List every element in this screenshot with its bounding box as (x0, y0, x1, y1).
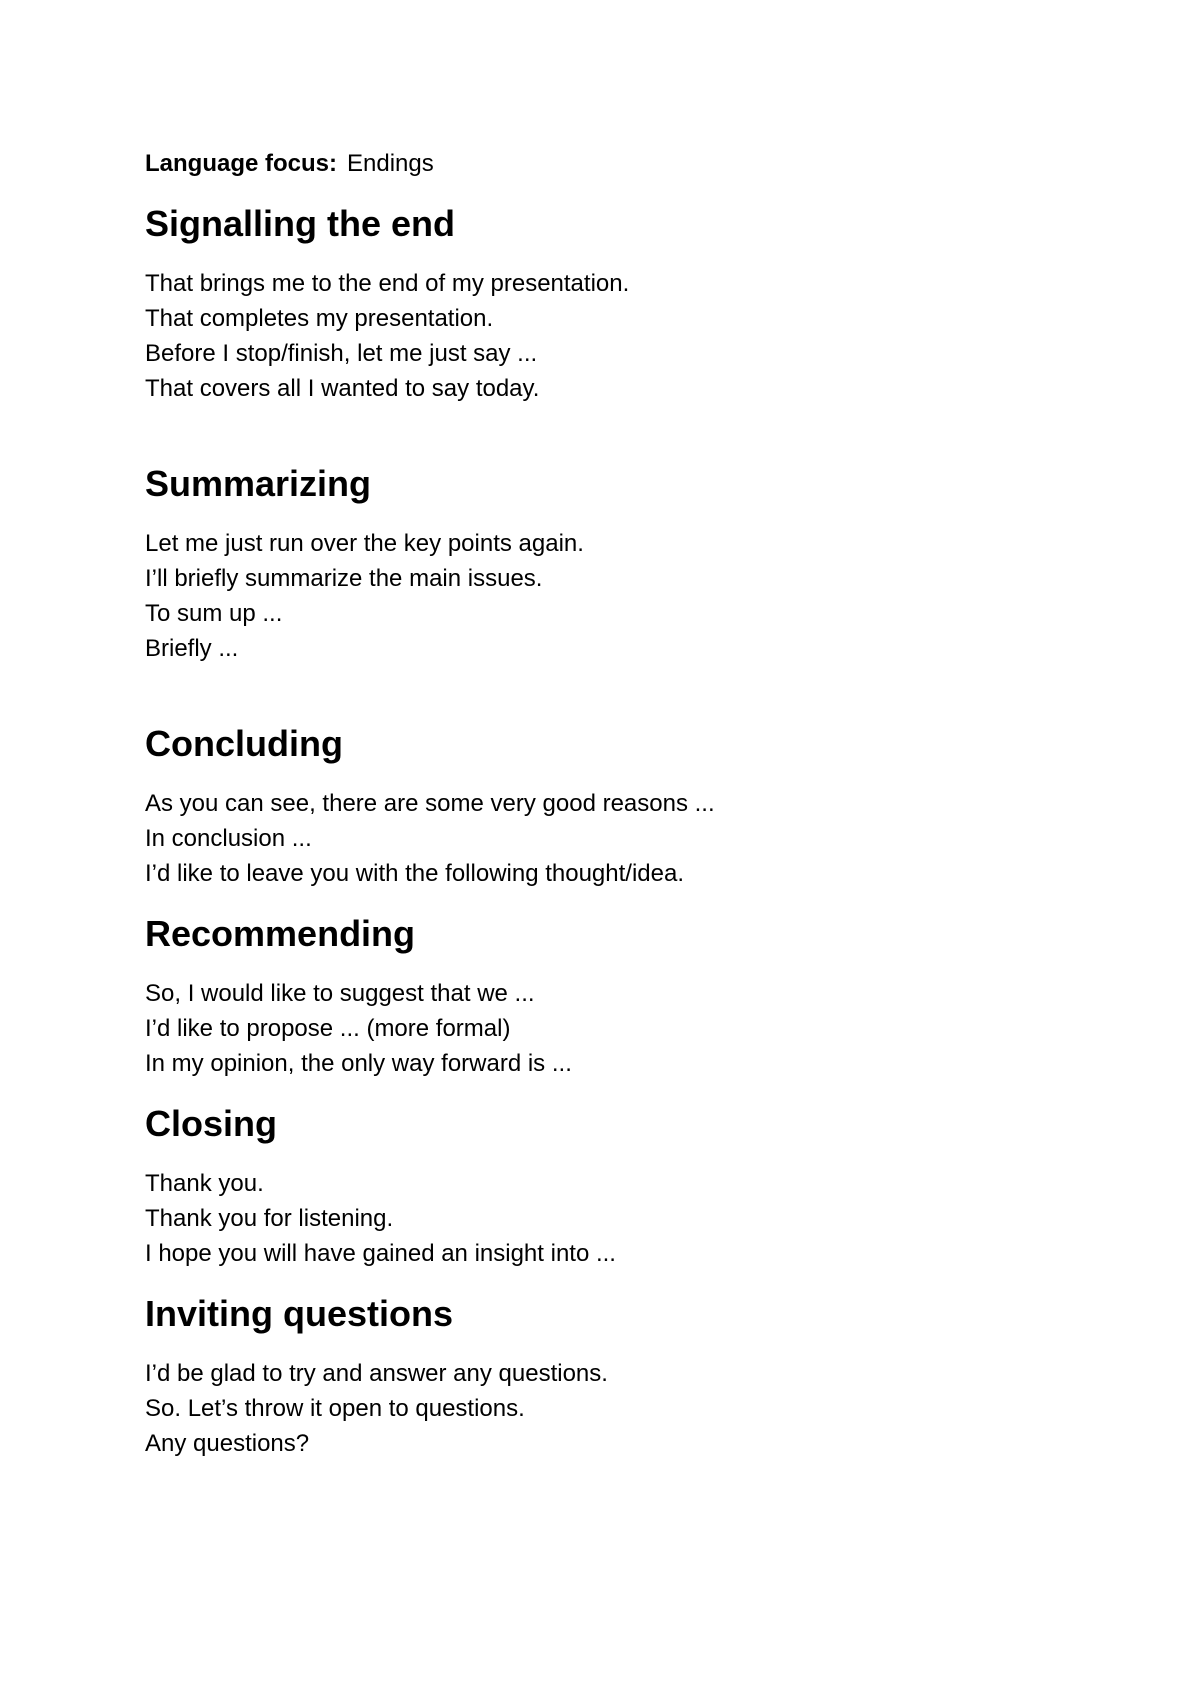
phrase-line: As you can see, there are some very good reasons ... (145, 790, 715, 817)
spacer (145, 1331, 1145, 1356)
phrase-line: Briefly ... (145, 635, 239, 662)
phrase-line: In conclusion ... (145, 825, 312, 852)
phrase-line: I’d be glad to try and answer any questions. (145, 1360, 608, 1387)
title-value: Endings (347, 150, 434, 177)
phrase-line: To sum up ... (145, 600, 283, 627)
section-signalling-the-end (145, 203, 1145, 406)
phrase-line: I’d like to propose ... (more formal) (145, 1015, 511, 1042)
section-heading: Recommending (145, 913, 416, 954)
phrase-list (145, 1166, 1145, 1271)
phrase-line: I hope you will have gained an insight into ... (145, 1240, 616, 1267)
section-heading: Closing (145, 1103, 277, 1144)
phrase-line: That covers all I wanted to say today. (145, 375, 540, 402)
section-heading: Inviting questions (145, 1293, 454, 1334)
section-recommending (145, 913, 1145, 1081)
phrase-line: Before I stop/finish, let me just say ... (145, 340, 538, 367)
spacer (145, 241, 1145, 266)
phrase-line: Thank you. (145, 1170, 264, 1197)
phrase-line: I’ll briefly summarize the main issues. (145, 565, 543, 592)
section-concluding (145, 723, 1145, 891)
phrase-line: Let me just run over the key points again. (145, 530, 584, 557)
phrase-line: That brings me to the end of my presentation. (145, 270, 630, 297)
spacer (145, 951, 1145, 976)
section-summarizing (145, 463, 1145, 666)
phrase-list (145, 786, 1145, 891)
phrase-line: In my opinion, the only way forward is ... (145, 1050, 572, 1077)
spacer (145, 666, 1145, 726)
phrase-line: So. Let’s throw it open to questions. (145, 1395, 525, 1422)
phrase-list (145, 526, 1145, 666)
section-heading: Summarizing (145, 463, 372, 504)
phrase-list (145, 976, 1145, 1081)
document-body (145, 146, 1145, 1461)
spacer (145, 1081, 1145, 1106)
section-heading: Signalling the end (145, 203, 456, 244)
phrase-list (145, 1356, 1145, 1461)
section-heading: Concluding (145, 723, 343, 764)
phrase-line: Any questions? (145, 1430, 310, 1457)
phrase-list (145, 266, 1145, 406)
phrase-line: Thank you for listening. (145, 1205, 394, 1232)
section-closing (145, 1103, 1145, 1271)
spacer (145, 761, 1145, 786)
spacer (145, 1141, 1145, 1166)
spacer (145, 406, 1145, 466)
section-inviting-questions (145, 1293, 1145, 1461)
phrase-line: That completes my presentation. (145, 305, 494, 332)
spacer (145, 501, 1145, 526)
title-label: Language focus: (145, 150, 338, 177)
document-title (145, 146, 1145, 181)
phrase-line: So, I would like to suggest that we ... (145, 980, 535, 1007)
phrase-line: I’d like to leave you with the following thought/idea. (145, 860, 685, 887)
